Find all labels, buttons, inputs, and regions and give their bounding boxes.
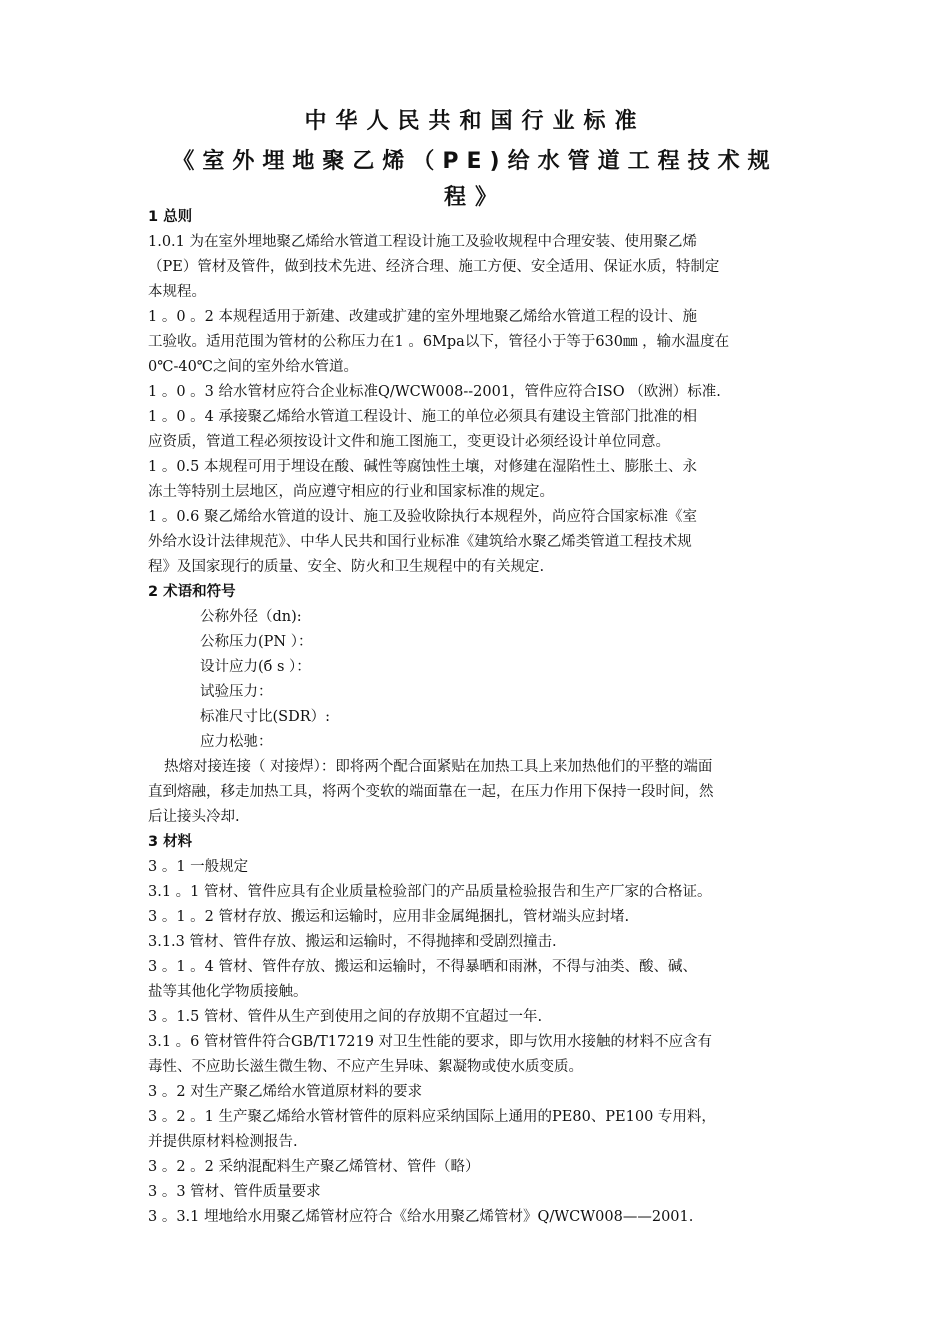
paragraph-line: 应资质，管道工程必须按设计文件和施工图施工，变更设计必须经设计单位同意。	[148, 434, 670, 450]
paragraph-line: 1.0.1 为在室外埋地聚乙烯给水管道工程设计施工及验收规程中合理安装、使用聚乙烯	[148, 234, 698, 250]
paragraph-line: 外给水设计法律规范》、中华人民共和国行业标准《建筑给水聚乙烯类管道工程技术规	[148, 534, 692, 550]
paragraph-line: 并提供原材料检测报告.	[148, 1134, 298, 1150]
paragraph-line: 3 。1 。4 管材、管件存放、搬运和运输时，不得暴晒和雨淋，不得与油类、酸、碱、	[148, 959, 698, 975]
term-item: 标准尺寸比(SDR）:	[200, 709, 331, 725]
paragraph-line: 3 。2 对生产聚乙烯给水管道原材料的要求	[148, 1084, 423, 1100]
paragraph-line: 3 。2 。1 生产聚乙烯给水管材管件的原料应采纳国际上通用的PE80、PE100 专用料，	[148, 1109, 716, 1125]
paragraph-line: 冻土等特别土层地区，尚应遵守相应的行业和国家标准的规定。	[148, 484, 554, 500]
paragraph-line: 热熔对接连接（ 对接焊）：即将两个配合面紧贴在加热工具上来加热他们的平整的端面	[164, 759, 713, 775]
paragraph-line: 后让接头冷却.	[148, 809, 240, 825]
document-title-line-3: 程》	[443, 185, 506, 210]
paragraph-line: 工验收。适用范围为管材的公称压力在1 。6Mpa以下，管径小于等于630㎜ ，输水温度在	[148, 334, 730, 350]
paragraph-line: 1 。0.5 本规程可用于埋设在酸、碱性等腐蚀性土壤，对修建在湿陷性土、膨胀土、永	[148, 459, 698, 475]
paragraph-line: 3 。1.5 管材、管件从生产到使用之间的存放期不宜超过一年.	[148, 1009, 543, 1025]
paragraph-line: 本规程。	[148, 284, 206, 300]
section-2-heading: 2 术语和符号	[148, 584, 236, 600]
paragraph-line: 1 。0 。4 承接聚乙烯给水管道工程设计、施工的单位必须具有建设主管部门批准的相	[148, 409, 698, 425]
term-item: 公称外径（dn):	[200, 609, 302, 625]
paragraph-line: 程》及国家现行的质量、安全、防火和卫生规程中的有关规定.	[148, 559, 545, 575]
section-3-heading: 3 材料	[148, 834, 193, 850]
document-title-line-2: 《室外埋地聚乙烯（PE)给水管道工程技术规	[172, 149, 778, 174]
section-1-heading: 1 总则	[148, 209, 193, 225]
term-item: 公称压力(PN ）：	[200, 634, 313, 650]
paragraph-line: 3 。3 管材、管件质量要求	[148, 1184, 321, 1200]
paragraph-line: 1 。0 。3 给水管材应符合企业标准Q/WCW008--2001，管件应符合ISO （欧洲）标准.	[148, 384, 721, 400]
paragraph-line: 1 。0.6 聚乙烯给水管道的设计、施工及验收除执行本规程外，尚应符合国家标准《室	[148, 509, 698, 525]
paragraph-line: 直到熔融，移走加热工具，将两个变软的端面靠在一起，在压力作用下保持一段时间，然	[148, 784, 714, 800]
paragraph-line: 3 。1 一般规定	[148, 859, 249, 875]
paragraph-line: 0℃-40℃之间的室外给水管道。	[148, 359, 359, 375]
paragraph-line: 3 。1 。2 管材存放、搬运和运输时，应用非金属绳捆扎，管材端头应封堵.	[148, 909, 630, 925]
paragraph-line: 盐等其他化学物质接触。	[148, 984, 308, 1000]
term-item: 应力松驰：	[200, 734, 273, 750]
paragraph-line: 3 。2 。2 采纳混配料生产聚乙烯管材、管件（略）	[148, 1159, 480, 1175]
term-item: 设计应力(б s ）：	[200, 659, 311, 675]
paragraph-line: 3 。3.1 埋地给水用聚乙烯管材应符合《给水用聚乙烯管材》Q/WCW008——2001.	[148, 1209, 694, 1225]
term-item: 试验压力：	[200, 684, 273, 700]
paragraph-line: 3.1.3 管材、管件存放、搬运和运输时，不得抛摔和受剧烈撞击.	[148, 934, 557, 950]
paragraph-line: （PE）管材及管件，做到技术先进、经济合理、施工方便、安全适用、保证水质，特制定	[148, 259, 720, 275]
document-title-line-1: 中华人民共和国行业标准	[304, 109, 646, 134]
paragraph-line: 3.1 。1 管材、管件应具有企业质量检验部门的产品质量检验报告和生产厂家的合格证。	[148, 884, 712, 900]
paragraph-line: 3.1 。6 管材管件符合GB/T17219 对卫生性能的要求，即与饮用水接触的材料不应含有	[148, 1034, 713, 1050]
paragraph-line: 毒性、不应助长滋生微生物、不应产生异味、絮凝物或使水质变质。	[148, 1059, 583, 1075]
paragraph-line: 1 。0 。2 本规程适用于新建、改建或扩建的室外埋地聚乙烯给水管道工程的设计、施	[148, 309, 698, 325]
